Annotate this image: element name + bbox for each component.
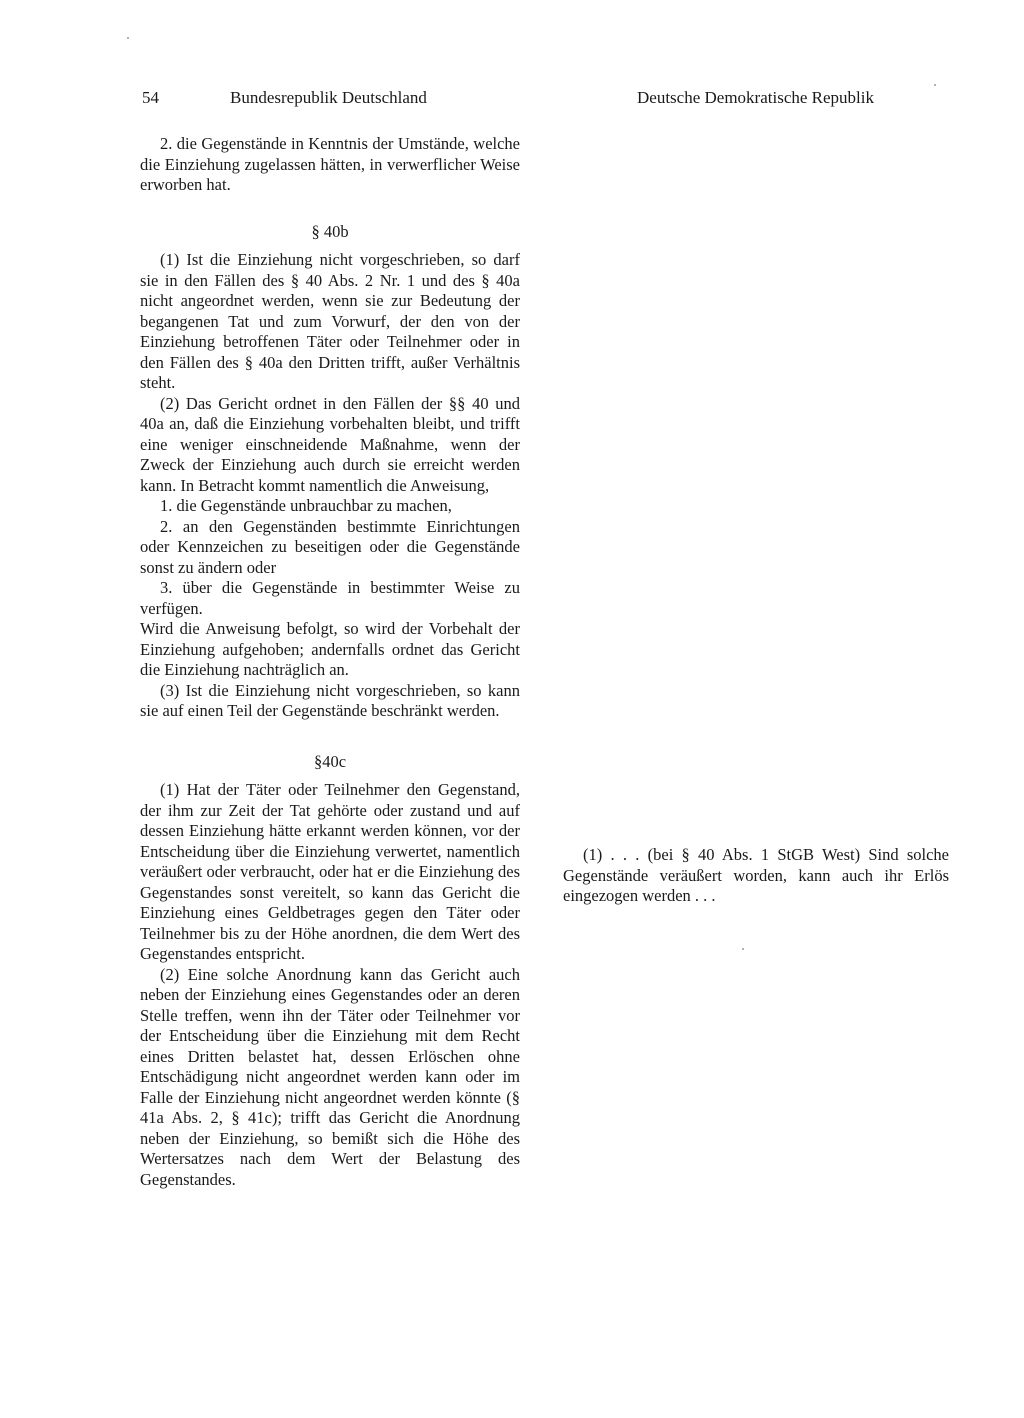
intro-item: 2. die Gegenstände in Kenntnis der Umstände, welche die Einziehung zugelassen hätten, in verwerflicher Weise erworben hat. — [140, 134, 520, 194]
section-40b-para3: (3) Ist die Einziehung nicht vorgeschrieben, so kann sie auf einen Teil der Gegenstände beschränkt werden. — [140, 680, 520, 720]
section-40c-para2: (2) Eine solche Anordnung kann das Gericht auch neben der Einziehung eines Gegenstandes oder an deren Stelle treffen, wenn ihn der Täter oder Teilnehmer vor der Entscheidung über die Einziehung mit dem Recht eines Dritten belastet hat, dessen Erlöschen ohne Entschädigung nicht angeordnet werden kann oder im Falle der Einziehung nicht angeordnet werden könnte (§ 41a Abs. 2, § 41c); trifft das Gericht die Anordnung neben der Einziehung, so bemißt sich die Höhe des Wertersatzes nach dem Wert der Belastung des Gegenstandes. — [140, 964, 520, 1189]
scan-speck — [127, 37, 129, 39]
header-left-title: Bundesrepublik Deutschland — [230, 88, 427, 107]
section-40c-title: §40c — [313, 751, 347, 771]
header-right-title: Deutsche Demokratische Republik — [637, 88, 874, 107]
right-column — [563, 845, 949, 907]
section-40b-para2: (2) Das Gericht ordnet in den Fällen der §§ 40 und 40a an, daß die Einziehung vorbehalten bleibt, und trifft eine weniger einschneidende Maßnahme, wenn der Zweck der Einziehung auch durch sie erreicht werden kann. In Betracht kommt namentlich die Anweisung, — [140, 393, 520, 495]
page-number: 54 — [142, 88, 159, 107]
section-40b-item3: 3. über die Gegenstände in bestimmter Weise zu verfügen. — [140, 578, 520, 618]
scan-speck — [934, 84, 936, 86]
right-para1: (1) . . . (bei § 40 Abs. 1 StGB West) Sind solche Gegenstände veräußert worden, kann auch ihr Erlös eingezogen werden . . . — [563, 845, 949, 905]
page-header — [0, 88, 1024, 118]
section-40b-para2-cont: Wird die Anweisung befolgt, so wird der Vorbehalt der Einziehung aufgehoben; andernfalls ordnet das Gericht die Einziehung nachträglich an. — [140, 619, 520, 679]
section-40b-item1: 1. die Gegenstände unbrauchbar zu machen, — [160, 496, 452, 515]
section-40b-item2: 2. an den Gegenständen bestimmte Einrichtungen oder Kennzeichen zu beseitigen oder die Gegenstände sonst zu ändern oder — [140, 516, 520, 577]
left-column — [140, 134, 520, 1190]
section-40c-para1: (1) Hat der Täter oder Teilnehmer den Gegenstand, der ihm zur Zeit der Tat gehörte oder zustand und auf dessen Einziehung hätte erkannt werden können, vor der Entscheidung über die Einziehung verwertet, namentlich veräußert oder verbraucht, oder hat er die Einziehung des Gegenstandes sonst vereitelt, so kann das Gericht die Einziehung eines Geldbetrages gegen den Täter oder Teilnehmer bis zu der Höhe anordnen, die dem Wert des Gegenstandes entspricht. — [140, 780, 520, 963]
section-40b-para1: (1) Ist die Einziehung nicht vorgeschrieben, so darf sie in den Fällen des § 40 Abs. 2 Nr. 1 und des § 40a nicht angeordnet werden, wenn sie zur Bedeutung der begangenen Tat und zum Vorwurf, der den von der Einziehung betroffenen Täter oder Teilnehmer oder in den Fällen des § 40a den Dritten trifft, außer Verhältnis steht. — [140, 250, 520, 392]
section-40b-title: § 40b — [311, 221, 349, 241]
scan-speck — [742, 948, 744, 950]
